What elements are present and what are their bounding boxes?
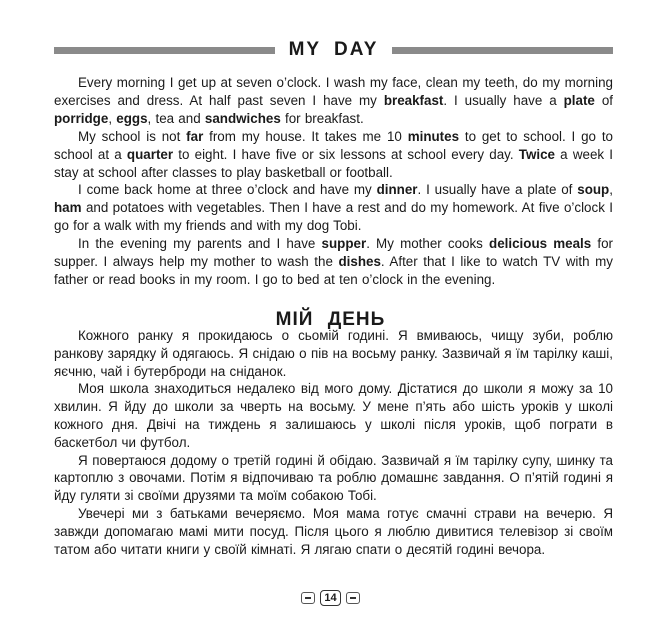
english-text	[54, 74, 613, 289]
bold-vocab-word: eggs	[116, 110, 148, 126]
text-run: My school is not	[78, 128, 187, 144]
text-run: In the evening my parents and I have	[78, 236, 322, 252]
text-run: I come back home at three o’clock and have my	[78, 182, 377, 198]
ukrainian-paragraph-3: Я повертаюся додому о третій годині й обідаю. Зазвичай я їм тарілку супу, шинку та картоплю з овочами. Потім я відпочиваю та роблю домашнє завдання. О п’ятій годині я йду гуляти зі своїми друзями та моїм собакою Тобі.	[54, 452, 613, 504]
page-number-value: 14	[320, 590, 340, 606]
bold-vocab-word: far	[186, 128, 204, 144]
text-run: to eight. I have five or six lessons at school every day.	[173, 146, 519, 162]
text-run: . My mother cooks	[366, 236, 490, 252]
bold-vocab-word: Twice	[518, 146, 555, 162]
text-run: Every morning I get up at seven o’clock. I wash my face, clean my teeth, do my morning exercises and dress. At half past seven I have my	[54, 75, 613, 108]
bold-vocab-word: breakfast	[383, 92, 444, 108]
english-paragraph-3	[54, 181, 613, 235]
bold-vocab-word: quarter	[126, 146, 174, 162]
text-run: for supper. I always help my mother to wash the	[54, 236, 613, 270]
bold-vocab-word: dinner	[376, 182, 418, 198]
text-run: of	[594, 92, 613, 108]
english-paragraph-4	[54, 235, 613, 289]
text-run: ,	[108, 110, 117, 126]
ukrainian-title: МІЙ ДЕНЬ	[275, 309, 386, 330]
text-run: and potatoes with vegetables. Then I have a rest and do my homework. At five o’clock I go for a walk with my friends and with my dog Tobi.	[54, 200, 613, 234]
page-ornament-left-icon	[301, 592, 315, 604]
bold-vocab-word: minutes	[407, 128, 460, 144]
page-ornament-right-icon	[346, 592, 360, 604]
bold-vocab-word: plate	[563, 92, 595, 108]
bold-vocab-word: soup	[577, 182, 610, 198]
bold-vocab-word: supper	[321, 236, 367, 252]
text-run: ,	[609, 182, 613, 198]
page-number	[0, 590, 661, 606]
title-rule-right	[392, 47, 613, 54]
text-run: . I usually have a	[443, 92, 564, 108]
bold-vocab-word: delicious meals	[489, 236, 592, 252]
text-run: a week I stay at school after classes to play basketball or football.	[54, 146, 614, 180]
text-run: . I usually have a plate of	[417, 182, 578, 198]
bold-vocab-word: sandwiches	[204, 110, 281, 126]
english-title: MY DAY	[288, 39, 379, 60]
title-rule-left	[54, 47, 275, 54]
ukrainian-paragraph-4: Увечері ми з батьками вечеряємо. Моя мама готує смачні страви на вечерю. Я завжди допомагаю мамі мити посуд. Після цього я люблю дивитися телевізор зі своїм татом або читати книги у своїй кімнаті. Я лягаю спати о десятій годині вечора.	[54, 505, 613, 557]
english-paragraph-1	[54, 74, 613, 128]
bold-vocab-word: dishes	[338, 254, 381, 270]
english-paragraph-2	[54, 128, 613, 182]
text-run: from my house. It takes me 10	[203, 128, 408, 144]
text-run: to get to school. I go to school at a	[54, 128, 613, 162]
ukrainian-paragraph-2: Моя школа знаходиться недалеко від мого дому. Дістатися до школи я можу за 10 хвилин. Я йду до школи за чверть на восьму. У мене п’ять або шість уроків у школі кожного дня. Двічі на тиждень я залишаюсь у школі після уроків, щоб пограти в баскетбол чи футбол.	[54, 381, 613, 450]
text-run: for breakfast.	[280, 110, 364, 126]
bold-vocab-word: porridge	[54, 110, 109, 126]
text-run: , tea and	[147, 110, 205, 126]
text-run: . After that I like to watch TV with my father or read books in my room. I go to bed at ten o’clock in the evening.	[54, 254, 613, 287]
ukrainian-text	[54, 327, 613, 558]
english-title-row	[54, 38, 613, 62]
ukrainian-paragraph-1: Кожного ранку я прокидаюсь о сьомій годині. Я вмиваюсь, чищу зуби, роблю ранкову зарядку й одягаюсь. Я снідаю о пів на восьму ранку. Зазвичай я їм тарілку каші, яєчню, чай і бутерброди на сніданок.	[54, 328, 613, 379]
bold-vocab-word: ham	[54, 200, 82, 216]
